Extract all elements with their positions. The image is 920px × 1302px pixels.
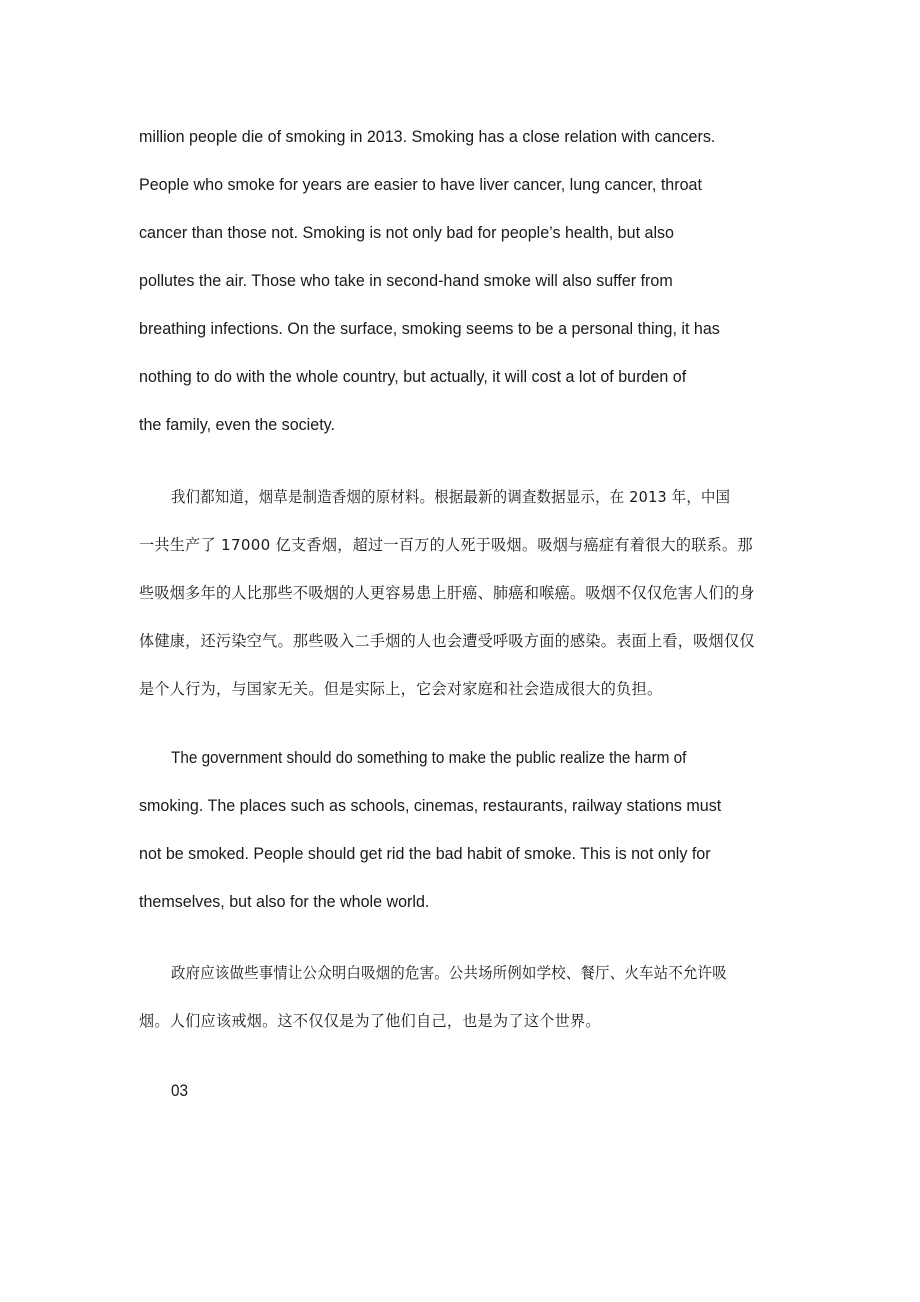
text-line: The government should do something to make the public realize the harm of: [171, 749, 687, 767]
text-line: People who smoke for years are easier to have liver cancer, lung cancer, throat: [139, 176, 702, 194]
text-line: smoking. The places such as schools, cinemas, restaurants, railway stations must: [139, 797, 722, 815]
text-line: cancer than those not. Smoking is not only bad for people’s health, but also: [139, 224, 674, 242]
section-number: 03: [171, 1082, 188, 1100]
text-line: themselves, but also for the whole world.: [139, 893, 430, 911]
text-line: 些吸烟多年的人比那些不吸烟的人更容易患上肝癌、肺癌和喉癌。吸烟不仅仅危害人们的身: [139, 584, 755, 602]
text-line: not be smoked. People should get rid the bad habit of smoke. This is not only for: [139, 845, 711, 863]
text-line: 一共生产了 17000 亿支香烟，超过一百万的人死于吸烟。吸烟与癌症有着很大的联系。那: [139, 536, 753, 554]
text-line: 烟。人们应该戒烟。这不仅仅是为了他们自己，也是为了这个世界。: [139, 1012, 601, 1030]
text-line: breathing infections. On the surface, smoking seems to be a personal thing, it has: [139, 320, 720, 338]
text-line: the family, even the society.: [139, 416, 335, 434]
text-line: 政府应该做些事情让公众明白吸烟的危害。公共场所例如学校、餐厅、火车站不允许吸: [171, 964, 727, 982]
text-line: 是个人行为，与国家无关。但是实际上，它会对家庭和社会造成很大的负担。: [139, 680, 663, 698]
text-line: million people die of smoking in 2013. Smoking has a close relation with cancers.: [139, 128, 716, 146]
text-line: 体健康，还污染空气。那些吸入二手烟的人也会遭受呼吸方面的感染。表面上看，吸烟仅仅: [139, 632, 755, 650]
text-line: 我们都知道，烟草是制造香烟的原材料。根据最新的调查数据显示，在 2013 年，中国: [171, 488, 731, 506]
text-line: nothing to do with the whole country, but actually, it will cost a lot of burden of: [139, 368, 687, 386]
text-line: pollutes the air. Those who take in second-hand smoke will also suffer from: [139, 272, 673, 290]
